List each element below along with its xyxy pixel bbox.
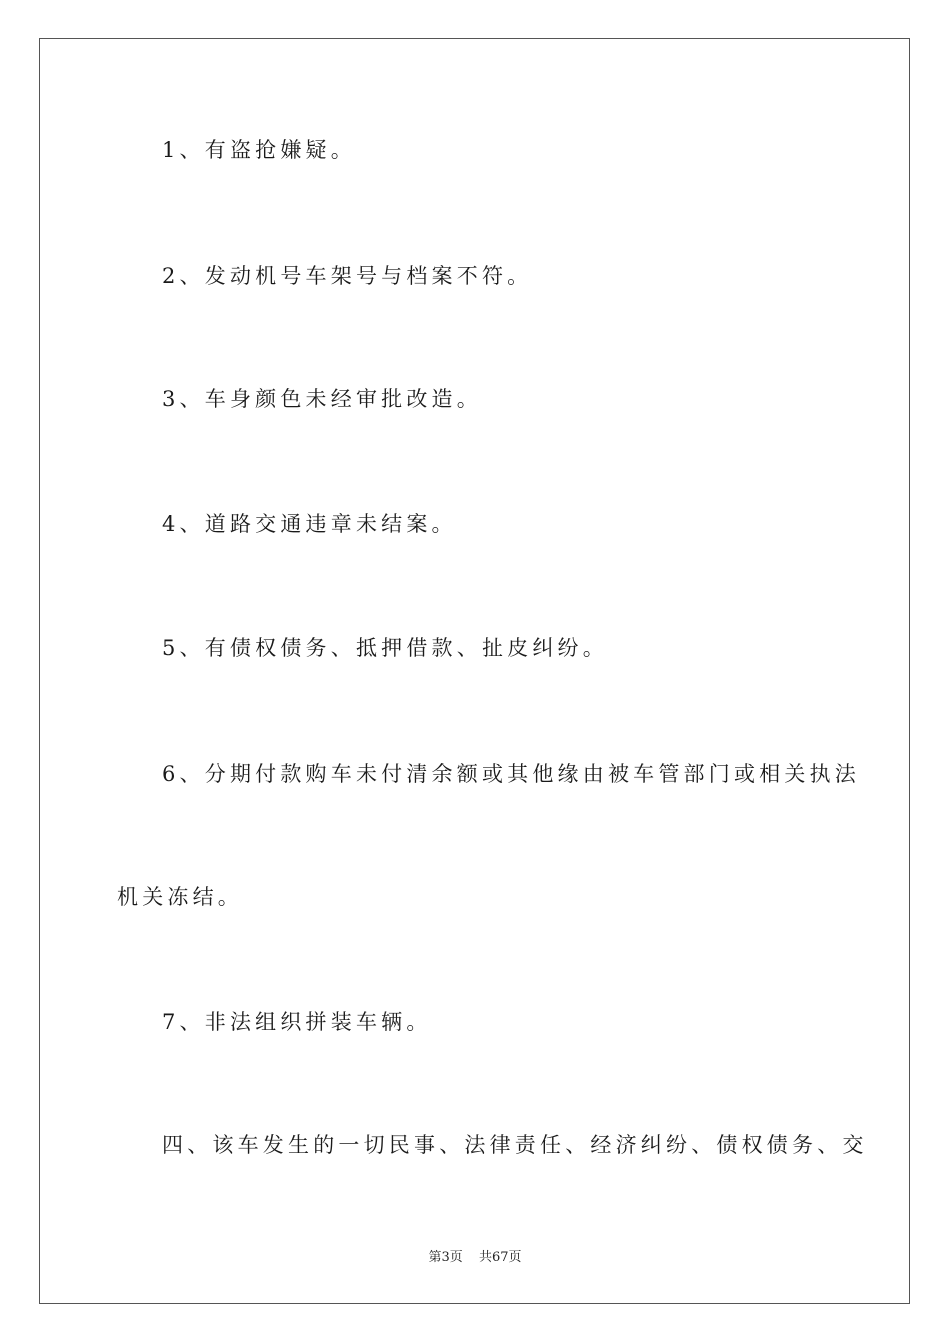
list-item-6: 6、分期付款购车未付清余额或其他缘由被车管部门或相关执法 <box>162 762 860 786</box>
list-item-1: 1、有盗抢嫌疑。 <box>162 138 356 162</box>
section-four-paragraph: 四、该车发生的一切民事、法律责任、经济纠纷、债权债务、交 <box>162 1133 868 1157</box>
list-item-2: 2、发动机号车架号与档案不符。 <box>162 264 533 288</box>
list-item-3: 3、车身颜色未经审批改造。 <box>162 387 482 411</box>
list-item-7: 7、非法组织拼装车辆。 <box>162 1010 432 1034</box>
list-item-4: 4、道路交通违章未结案。 <box>162 512 457 536</box>
page-footer <box>0 1246 950 1265</box>
page-border <box>39 38 910 1304</box>
list-item-5: 5、有债权债务、抵押借款、扯皮纠纷。 <box>162 636 608 660</box>
list-item-6-continuation: 机关冻结。 <box>117 885 243 909</box>
page-total: 共67页 <box>478 1250 522 1265</box>
page-number: 第3页 <box>428 1250 463 1265</box>
